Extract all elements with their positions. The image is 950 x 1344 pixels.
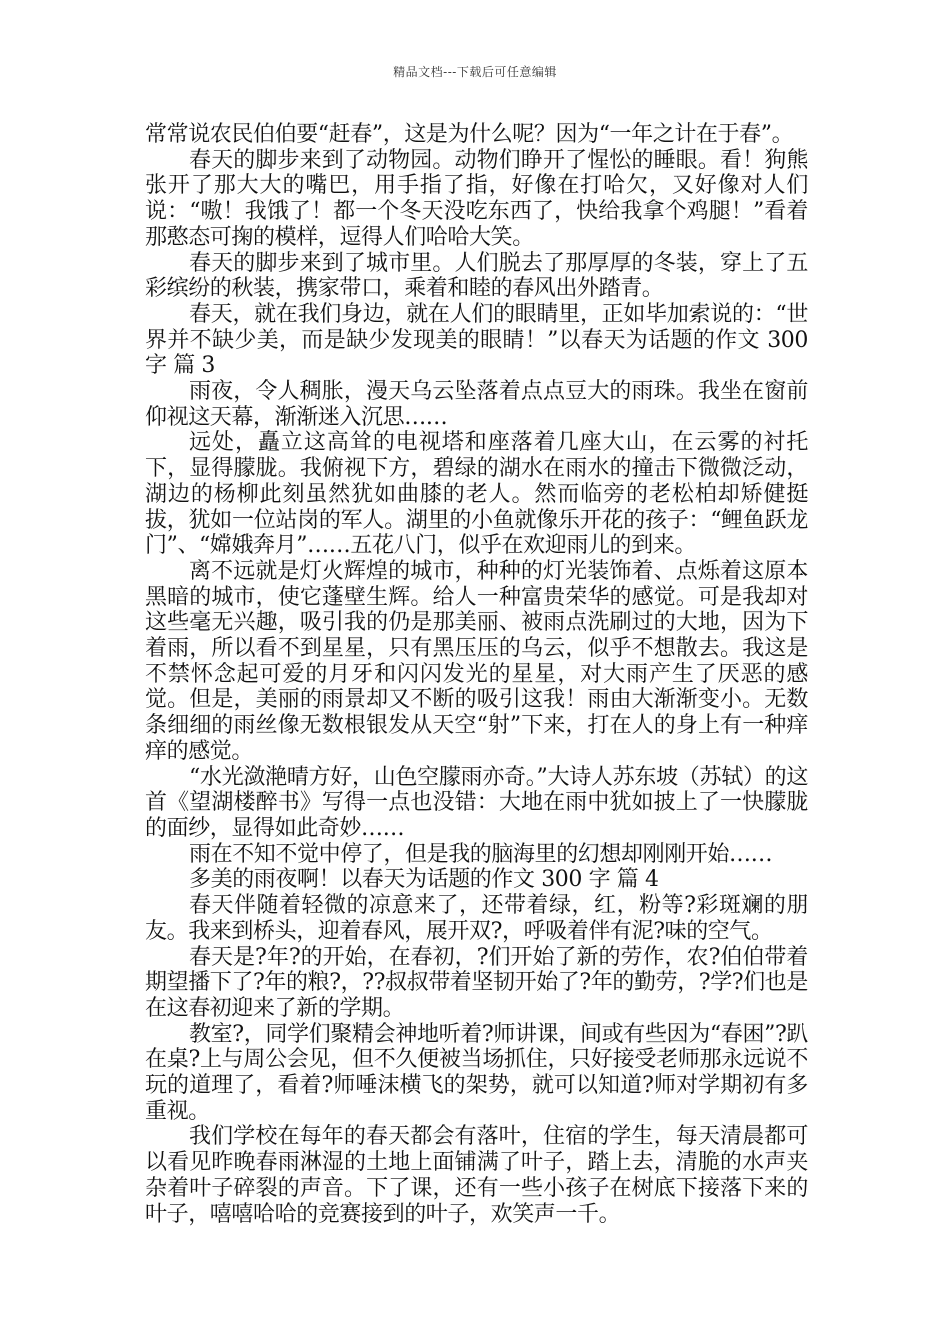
paragraph: 春天的脚步来到了动物园。动物们睁开了惺忪的睡眼。看！狗熊张开了那大大的嘴巴，用手指了指，好像在打哈欠，又好像对人们说：“嗷！我饿了！都一个冬天没吃东西了，快给我拿个鸡腿！”看着那憨态可掬的模样，逗得人们哈哈大笑。 — [145, 147, 808, 250]
paragraph: 春天是?年?的开始，在春初，?们开始了新的劳作，农?伯伯带着期望播下了?年的粮?，??叔叔带着坚韧开始了?年的勤劳，?学?们也是在这春初迎来了新的学期。 — [145, 944, 808, 1021]
paragraph: 教室?，同学们聚精会神地听着?师讲课，间或有些因为“春困”?趴在桌?上与周公会见，但不久便被当场抓住，只好接受老师那永远说不玩的道理了，看着?师唾沫横飞的架势，就可以知道?师对学期初有多重视。 — [145, 1021, 808, 1124]
paragraph: 离不远就是灯火辉煌的城市，种种的灯光装饰着、点烁着这原本黑暗的城市，使它蓬壁生辉。给人一种富贵荣华的感觉。可是我却对这些毫无兴趣，吸引我的仍是那美丽、被雨点洗刷过的大地，因为下着雨，所以看不到星星，只有黑压压的乌云，似乎不想散去。我这是不禁怀念起可爱的月牙和闪闪发光的星星，对大雨产生了厌恶的感觉。但是，美丽的雨景却又不断的吸引这我！雨由大渐渐变小。无数条细细的雨丝像无数根银发从天空“射”下来，打在人的身上有一种痒痒的感觉。 — [145, 558, 808, 764]
paragraph: 春天的脚步来到了城市里。人们脱去了那厚厚的冬装，穿上了五彩缤纷的秋装，携家带口，乘着和睦的春风出外踏青。 — [145, 250, 808, 302]
paragraph: 雨夜，令人稠胀，漫天乌云坠落着点点豆大的雨珠。我坐在窗前仰视这天幕，渐渐迷入沉思…… — [145, 379, 808, 430]
paragraph: 远处，矗立这高耸的电视塔和座落着几座大山，在云雾的衬托下，显得朦胧。我俯视下方，碧绿的湖水在雨水的撞击下微微泛动，湖边的杨柳此刻虽然犹如曲膝的老人。然而临旁的老松柏却矫健挺拔，犹如一位站岗的军人。湖里的小鱼就像乐开花的孩子：“鲤鱼跃龙门”、“嫦娥奔月”……五花八门，似乎在欢迎雨儿的到来。 — [145, 430, 808, 559]
paragraph: 雨在不知不觉中停了，但是我的脑海里的幻想却刚刚开始…… — [189, 841, 773, 867]
page-header: 精品文档---下载后可任意编辑 — [393, 65, 557, 79]
paragraph: 春天，就在我们身边，就在人们的眼睛里，正如毕加索说的：“世界并不缺少美，而是缺少发现美的眼睛！”以春天为话题的作文 300 字 篇 3 — [145, 301, 808, 379]
paragraph: 春天伴随着轻微的凉意来了，还带着绿，红，粉等?彩斑斓的朋友。我来到桥头，迎着春风，展开双?，呼吸着伴有泥?味的空气。 — [145, 893, 808, 944]
paragraph: 我们学校在每年的春天都会有落叶，住宿的学生，每天清晨都可以看见昨晚春雨淋湿的土地上面铺满了叶子，踏上去，清脆的水声夹杂着叶子碎裂的声音。下了课，还有一些小孩子在树底下接落下来的叶子，嘻嘻哈哈的竞赛接到的叶子，欢笑声一千。 — [145, 1124, 808, 1227]
paragraph: 常常说农民伯伯要“赶春”，这是为什么呢？因为“一年之计在于春”。 — [145, 122, 794, 147]
document-body — [145, 122, 808, 1227]
paragraph: 多美的雨夜啊！以春天为话题的作文 300 字 篇 4 — [189, 867, 659, 893]
paragraph: “水光潋滟晴方好，山色空朦雨亦奇。”大诗人苏东坡（苏轼）的这首《望湖楼醉书》写得一点也没错：大地在雨中犹如披上了一快朦胧的面纱，显得如此奇妙…… — [145, 764, 808, 841]
